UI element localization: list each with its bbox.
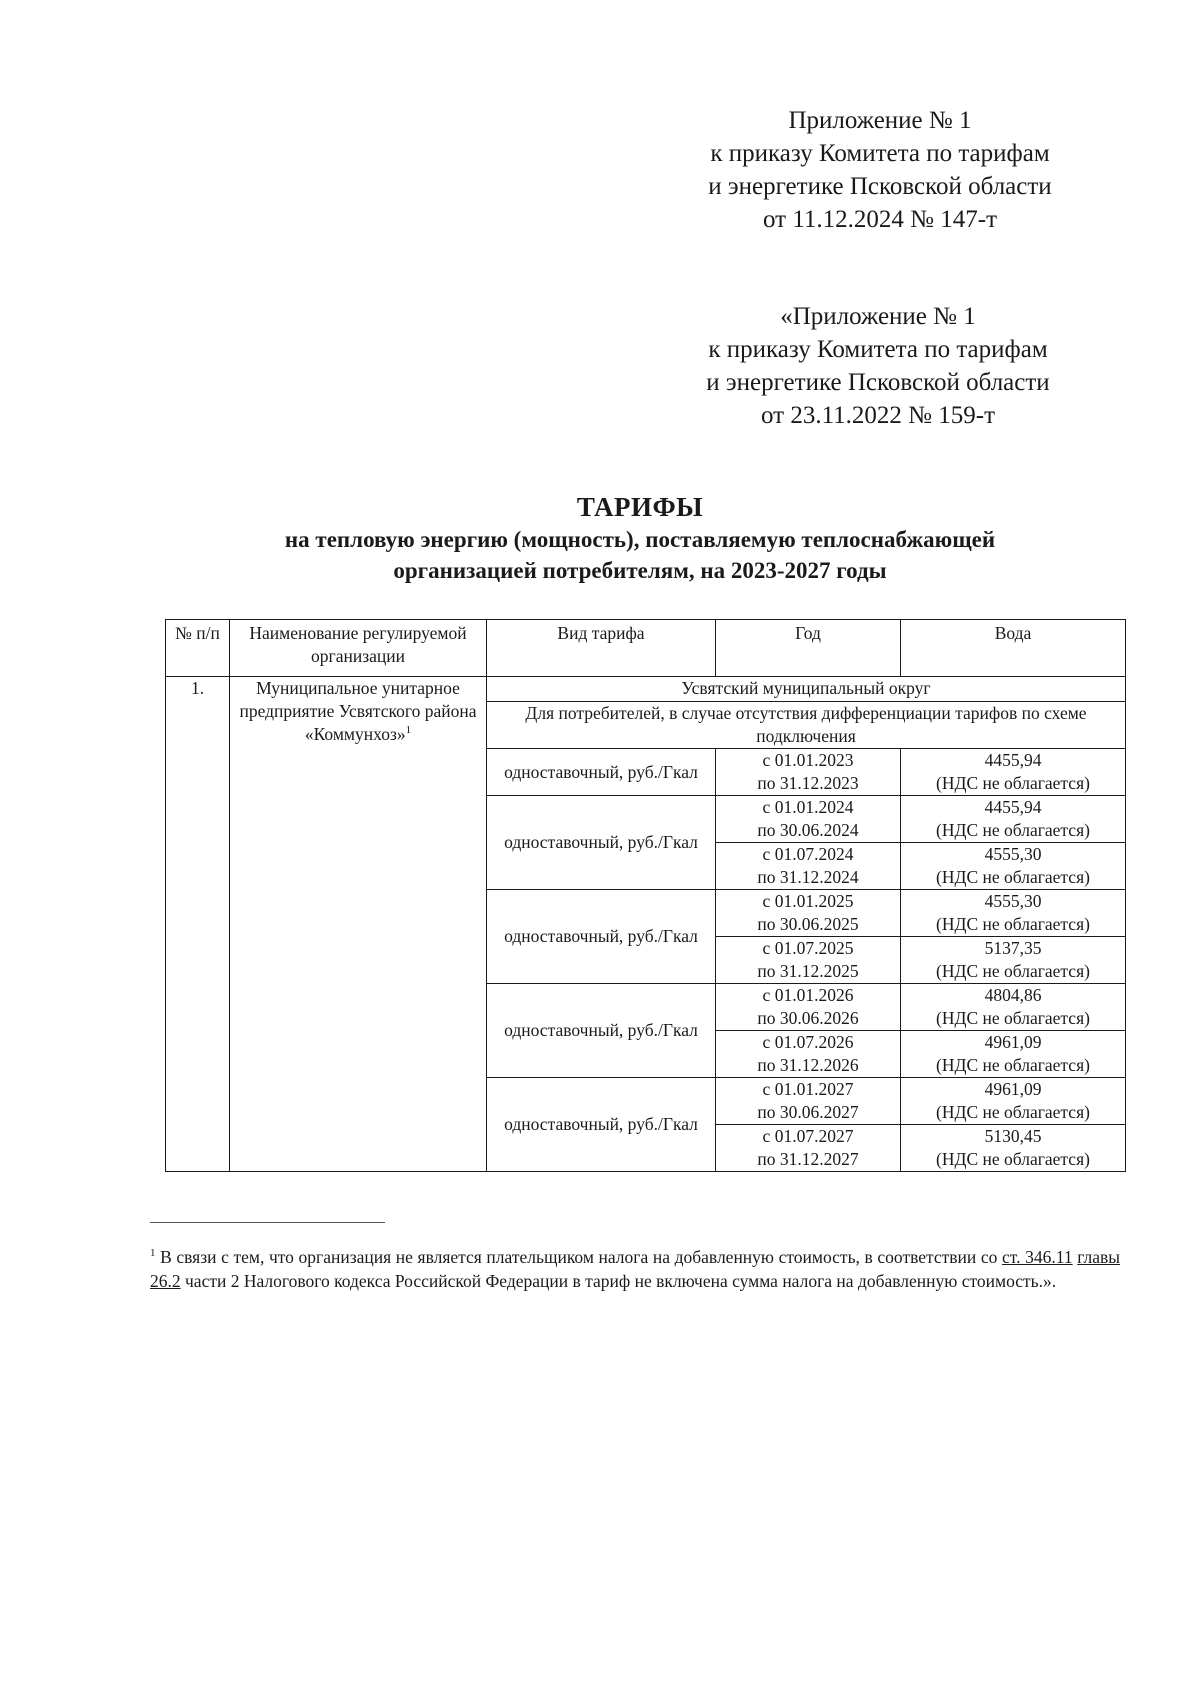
appendix-original-line-1: «Приложение № 1 (780, 303, 976, 330)
tariff-value-cell (901, 749, 1126, 796)
footnote-link-article[interactable]: ст. 346.11 (1002, 1247, 1073, 1267)
tariff-value-cell (901, 984, 1126, 1031)
period-cell (716, 796, 901, 843)
period-cell (716, 843, 901, 890)
tariff-value-cell (901, 937, 1126, 984)
header-kind: Вид тарифа (487, 620, 716, 677)
tariff-value: 4555,30 (984, 891, 1042, 911)
period-to: по 31.12.2023 (757, 773, 859, 793)
footnote-mark: 1 (150, 1247, 156, 1260)
organization-footnote-mark: 1 (405, 724, 412, 737)
period-to: по 30.06.2026 (757, 1008, 859, 1028)
period-to: по 30.06.2024 (757, 820, 859, 840)
period-cell (716, 984, 901, 1031)
period-from: с 01.01.2025 (762, 891, 854, 911)
tariff-value: 4804,86 (984, 985, 1042, 1005)
row-number: 1. (166, 677, 230, 1172)
table-row (166, 677, 1126, 702)
period-from: с 01.07.2025 (762, 938, 854, 958)
title-line-3: организацией потребителям, на 2023-2027 годы (393, 558, 887, 583)
tariff-kind-2027: одноставочный, руб./Гкал (487, 1078, 716, 1172)
appendix-current-line-4: от 11.12.2024 № 147-т (762, 206, 998, 233)
period-from: с 01.01.2024 (762, 797, 854, 817)
tariff-kind-2024: одноставочный, руб./Гкал (487, 796, 716, 890)
appendix-current-line-2: к приказу Комитета по тарифам (710, 140, 1050, 167)
appendix-original-line-3: и энергетике Псковской области (706, 369, 1050, 396)
period-cell (716, 1078, 901, 1125)
period-cell (716, 749, 901, 796)
tariff-kind-2026: одноставочный, руб./Гкал (487, 984, 716, 1078)
tariff-value-cell (901, 1125, 1126, 1172)
period-from: с 01.07.2024 (762, 844, 854, 864)
tariff-value-cell (901, 1031, 1126, 1078)
period-to: по 30.06.2027 (757, 1102, 859, 1122)
header-year: Год (716, 620, 901, 677)
appendix-original-header (618, 300, 1138, 432)
vat-note: (НДС не облагается) (936, 867, 1090, 887)
tariff-value-cell (901, 796, 1126, 843)
header-org: Наименование регулируемой организации (230, 620, 487, 677)
footnote-text-1: В связи с тем, что организация не является плательщиком налога на добавленную стоимость, в соответствии со (155, 1247, 1003, 1267)
vat-note: (НДС не облагается) (936, 914, 1090, 934)
period-from: с 01.01.2027 (762, 1079, 854, 1099)
appendix-original-line-2: к приказу Комитета по тарифам (708, 336, 1048, 363)
vat-note: (НДС не облагается) (936, 1149, 1090, 1169)
appendix-current-header (620, 104, 1140, 236)
tariff-value-cell (901, 843, 1126, 890)
appendix-original-line-4: от 23.11.2022 № 159-т (760, 402, 996, 429)
period-cell (716, 1125, 901, 1172)
header-num: № п/п (166, 620, 230, 677)
vat-note: (НДС не облагается) (936, 820, 1090, 840)
tariff-value: 4555,30 (984, 844, 1042, 864)
period-from: с 01.07.2027 (762, 1126, 854, 1146)
tariff-table (165, 619, 1126, 1172)
organization-cell (230, 677, 487, 1172)
period-to: по 31.12.2027 (757, 1149, 859, 1169)
footnote (150, 1245, 1120, 1293)
period-from: с 01.07.2026 (762, 1032, 854, 1052)
vat-note: (НДС не облагается) (936, 961, 1090, 981)
vat-note: (НДС не облагается) (936, 1008, 1090, 1028)
period-to: по 31.12.2024 (757, 867, 859, 887)
period-from: с 01.01.2023 (762, 750, 854, 770)
table-header-row (166, 620, 1126, 677)
period-to: по 31.12.2025 (757, 961, 859, 981)
document-title (150, 490, 1130, 586)
footnote-link-chapter[interactable]: главы 26.2 (150, 1247, 1121, 1291)
tariff-value: 4961,09 (984, 1032, 1042, 1052)
header-water: Вода (901, 620, 1126, 677)
period-cell (716, 890, 901, 937)
tariff-value: 5137,35 (984, 938, 1042, 958)
region-cell: Усвятский муниципальный округ (487, 677, 1126, 702)
tariff-value-cell (901, 890, 1126, 937)
tariff-value: 4455,94 (984, 750, 1042, 770)
vat-note: (НДС не облагается) (936, 1055, 1090, 1075)
footnote-separator (150, 1222, 385, 1223)
vat-note: (НДС не облагается) (936, 773, 1090, 793)
period-from: с 01.01.2026 (762, 985, 854, 1005)
tariff-kind-2023: одноставочный, руб./Гкал (487, 749, 716, 796)
vat-note: (НДС не облагается) (936, 1102, 1090, 1122)
period-cell (716, 937, 901, 984)
period-cell (716, 1031, 901, 1078)
tariff-value: 4455,94 (984, 797, 1042, 817)
tariff-value: 5130,45 (984, 1126, 1042, 1146)
period-to: по 31.12.2026 (757, 1055, 859, 1075)
title-main: ТАРИФЫ (576, 492, 704, 522)
period-to: по 30.06.2025 (757, 914, 859, 934)
tariff-value: 4961,09 (984, 1079, 1042, 1099)
tariff-kind-2025: одноставочный, руб./Гкал (487, 890, 716, 984)
title-line-2: на тепловую энергию (мощность), поставляемую теплоснабжающей (284, 527, 996, 552)
appendix-current-line-1: Приложение № 1 (788, 107, 972, 134)
differentiation-cell: Для потребителей, в случае отсутствия дифференциации тарифов по схеме подключения (487, 702, 1126, 749)
appendix-current-line-3: и энергетике Псковской области (708, 173, 1052, 200)
tariff-value-cell (901, 1078, 1126, 1125)
footnote-text-3: части 2 Налогового кодекса Российской Федерации в тариф не включена сумма налога на добавленную стоимость.». (180, 1271, 1057, 1291)
organization-name: Муниципальное унитарное предприятие Усвятского района «Коммунхоз» (239, 678, 477, 744)
